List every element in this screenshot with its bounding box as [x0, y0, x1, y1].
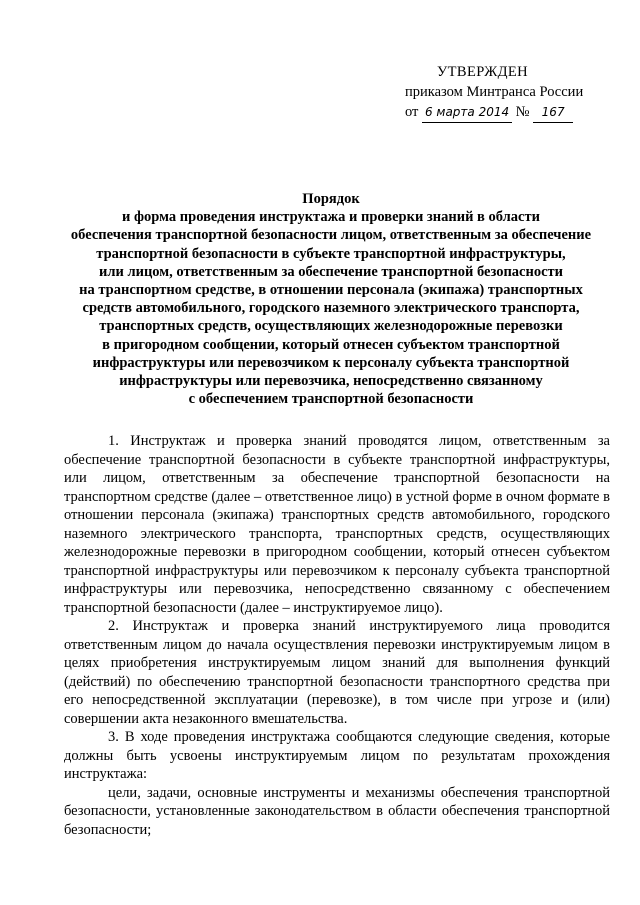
title-line: инфраструктуры или перевозчика, непосредственно связанному: [119, 373, 543, 390]
approval-block: [405, 62, 610, 123]
title-line: на транспортном средстве, в отношении персонала (экипажа) транспортных: [79, 282, 583, 299]
title-line: транспортных средств, осуществляющих железнодорожные перевозки: [99, 318, 563, 335]
approval-number-label: №: [515, 104, 530, 120]
title-line: и форма проведения инструктажа и проверки знаний в области: [122, 209, 540, 226]
paragraph-1: 1. Инструктаж и проверка знаний проводятся лицом, ответственным за обеспечение транспортной безопасности в субъекте транспортной инфраструктуры, или лицом, ответственным за обеспечение транспортной безопасности на транспортном средстве (далее – ответственное лицо) в устной форме в очном формате в отношении персонала (экипажа) транспортных средств автомобильного, городского наземного электрического транспорта, транспортных средств, осуществляющих железнодорожные перевозки в пригородном сообщении, который отнесен субъектом транспортной инфраструктуры или перевозчиком к персоналу субъекта транспортной инфраструктуры или перевозчика, непосредственно связанному с обеспечением транспортной безопасности (далее – инструктируемое лицо).: [64, 433, 610, 616]
approval-from-label: от: [405, 104, 419, 120]
document-title: [52, 190, 610, 408]
paragraph-2: 2. Инструктаж и проверка знаний инструктируемого лица проводится ответственным лицом до начала осуществления перевозки инструктируемым лицом в целях приобретения инструктируемым лицом знаний для выполнения функций (действий) по обеспечению транспортной безопасности транспортного средства при его непосредственной эксплуатации (перевозке), в том числе при угрозе и (или) совершении акта незаконного вмешательства.: [64, 618, 610, 727]
title-line: или лицом, ответственным за обеспечение транспортной безопасности: [98, 263, 564, 280]
title-line: Порядок: [302, 191, 360, 207]
approval-date-line: [405, 102, 610, 123]
title-line: инфраструктуры или перевозчиком к персоналу субъекта транспортной: [92, 354, 570, 371]
paragraph-3-item: цели, задачи, основные инструменты и механизмы обеспечения транспортной безопасности, установленные законодательством в области обеспечения транспортной безопасности;: [64, 784, 610, 838]
title-line: средств автомобильного, городского наземного электрического транспорта,: [82, 300, 580, 317]
approval-title: УТВЕРЖДЕН: [437, 64, 529, 80]
title-line: обеспечения транспортной безопасности лицом, ответственным за обеспечение: [70, 227, 592, 244]
title-line: транспортной безопасности в субъекте транспортной инфраструктуры,: [96, 245, 566, 262]
document-body: [64, 432, 610, 839]
approval-order-line: приказом Минтранса России: [405, 84, 584, 100]
approval-number: 167: [533, 102, 573, 123]
title-line: в пригородном сообщении, который отнесен субъектом транспортной: [102, 336, 560, 353]
approval-date: 6 марта 2014: [422, 102, 512, 123]
paragraph-3: 3. В ходе проведения инструктажа сообщаются следующие сведения, которые должны быть усвоены инструктируемым лицом по результатам прохождения инструктажа:: [64, 729, 610, 782]
title-line: с обеспечением транспортной безопасности: [188, 391, 474, 408]
